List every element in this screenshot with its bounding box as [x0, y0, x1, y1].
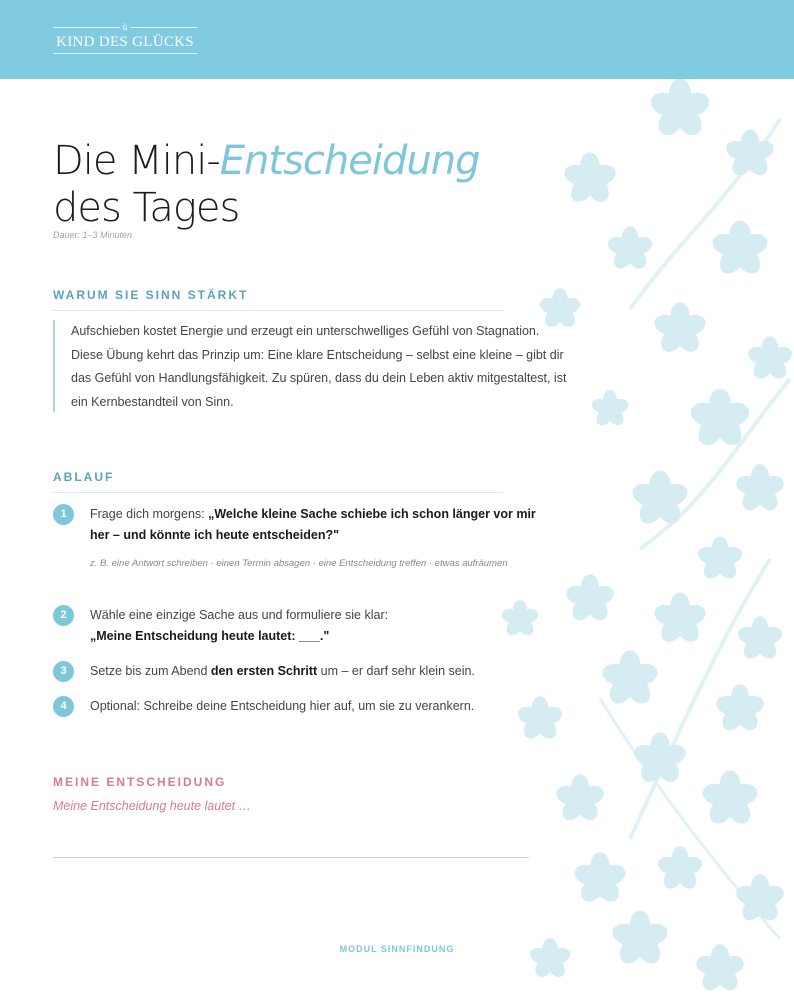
- my-decision-placeholder: Meine Entscheidung heute lautet …: [53, 799, 252, 813]
- logo-rule-bottom: [53, 53, 197, 54]
- logo-mark: ü: [53, 24, 197, 30]
- step-number: 2: [53, 605, 74, 626]
- page-title: [53, 138, 573, 232]
- title-part1: Die Mini-: [53, 138, 220, 184]
- step-number: 4: [53, 696, 74, 717]
- step-2-emphasis: „Meine Entscheidung heute lautet: ___.": [90, 629, 330, 643]
- step-3-text: Setze bis zum Abend den ersten Schritt um – er darf sehr klein sein.: [90, 664, 475, 678]
- step-1-examples: z. B. eine Antwort schreiben · einen Termin absagen · eine Entscheidung treffen · etwas aufräumen: [90, 558, 508, 569]
- why-heading: WARUM SIE SINN STÄRKT: [53, 288, 249, 302]
- duration-label: Dauer: 1–3 Minuten: [53, 230, 133, 240]
- logo-text: KIND DES GLÜCKS: [56, 34, 194, 50]
- header-bar: [0, 0, 794, 79]
- step-4-text: Optional: Schreibe deine Entscheidung hier auf, um sie zu verankern.: [90, 699, 475, 713]
- brand-logo[interactable]: [53, 24, 197, 54]
- my-decision-input[interactable]: [53, 799, 529, 858]
- step-1-emphasis: „Welche kleine Sache schiebe ich schon länger vor mir her – und könnte ich heute entscheiden?": [90, 507, 536, 542]
- title-accent: Entscheidung: [219, 138, 480, 184]
- step-1-text: Frage dich morgens: „Welche kleine Sache schiebe ich schon länger vor mir her – und könnte ich heute entscheiden?": [90, 507, 536, 542]
- process-heading: ABLAUF: [53, 470, 115, 484]
- title-part2: des Tages: [53, 185, 240, 231]
- why-divider: [53, 310, 503, 311]
- process-divider: [53, 492, 503, 493]
- my-decision-heading: MEINE ENTSCHEIDUNG: [53, 775, 227, 789]
- step-number: 1: [53, 504, 74, 525]
- why-text: Aufschieben kostet Energie und erzeugt ein unterschwelliges Gefühl von Stagnation. Diese Übung kehrt das Prinzip um: Eine klare Entscheidung – selbst eine kleine – gibt dir das Gefühl von Handlungsfähigkeit. Zu spüren, dass du dein Leben aktiv mitgestaltest, ist ein Kernbestandteil von Sinn.: [53, 320, 571, 412]
- step-3-emphasis: den ersten Schritt: [210, 664, 318, 678]
- footer-module-label: MODUL SINNFINDUNG: [339, 944, 455, 954]
- step-2-text: Wähle eine einzige Sache aus und formuliere sie klar: „Meine Entscheidung heute lautet: ___.": [90, 608, 389, 643]
- step-number: 3: [53, 661, 74, 682]
